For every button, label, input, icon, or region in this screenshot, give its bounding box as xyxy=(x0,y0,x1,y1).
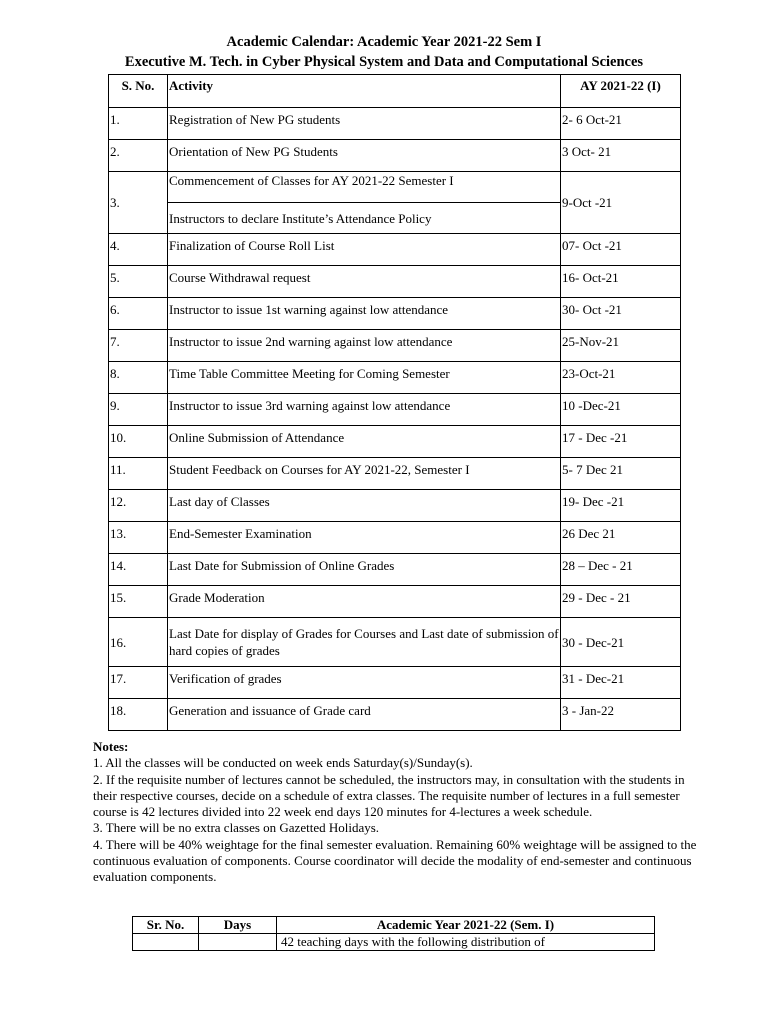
row-activity: Instructor to issue 2nd warning against low attendance xyxy=(169,334,453,349)
header-sr-no: Sr. No. xyxy=(133,917,199,934)
table-row xyxy=(109,490,681,522)
row-distribution-text: 42 teaching days with the following distribution of xyxy=(277,934,655,951)
table-row xyxy=(109,522,681,554)
table-header-row xyxy=(109,75,681,108)
row-activity: Time Table Committee Meeting for Coming Semester xyxy=(169,366,450,381)
program-title: Executive M. Tech. in Cyber Physical System and Data and Computational Sciences xyxy=(124,54,644,70)
table-row xyxy=(109,172,681,203)
row-date: 26 Dec 21 xyxy=(562,526,616,541)
row-activity: Last Date for Submission of Online Grades xyxy=(169,558,395,573)
table-header-row xyxy=(133,917,655,934)
row-date: 07- Oct -21 xyxy=(562,238,622,253)
row-sno: 6. xyxy=(110,302,120,317)
row-date: 19- Dec -21 xyxy=(562,494,625,509)
row-activity: Registration of New PG students xyxy=(169,112,341,127)
row-sno: 16. xyxy=(109,618,168,667)
table-row xyxy=(109,140,681,172)
note-item: 2. If the requisite number of lectures cannot be scheduled, the instructors may, in consultation with the students in their respective courses, decide on a schedule of extra classes. The requisite number of lectures in a full semester course is 42 lectures divided into 22 week end days 120 minutes for 4-lectures a week schedule. xyxy=(93,771,685,820)
row-activity: Finalization of Course Roll List xyxy=(169,238,335,253)
row-date: 16- Oct-21 xyxy=(562,270,619,285)
note-item: 1. All the classes will be conducted on week ends Saturday(s)/Sunday(s). xyxy=(93,755,473,771)
row-date: 3 Oct- 21 xyxy=(562,144,612,159)
row-activity: Instructors to declare Institute’s Attendance Policy xyxy=(168,203,561,234)
table-row xyxy=(109,298,681,330)
note-item: 3. There will be no extra classes on Gazetted Holidays. xyxy=(93,820,380,836)
table-row xyxy=(109,699,681,731)
row-activity: Last day of Classes xyxy=(169,494,270,509)
row-date: 3 - Jan-22 xyxy=(562,703,614,718)
row-sno: 5. xyxy=(110,270,120,285)
row-date: 28 – Dec - 21 xyxy=(562,558,633,573)
row-activity: Student Feedback on Courses for AY 2021-22, Semester I xyxy=(169,462,470,477)
row-date: 30 - Dec-21 xyxy=(561,618,681,667)
row-activity: Grade Moderation xyxy=(169,590,265,605)
row-sno: 7. xyxy=(110,334,120,349)
row-sno: 15. xyxy=(110,590,127,605)
row-date: 23-Oct-21 xyxy=(562,366,616,381)
row-activity: Online Submission of Attendance xyxy=(169,430,345,445)
row-date: 2- 6 Oct-21 xyxy=(562,112,622,127)
notes-heading: Notes: xyxy=(93,739,129,754)
row-activity: Last Date for display of Grades for Courses and Last date of submission of hard copies of grades xyxy=(168,618,561,667)
table-row xyxy=(109,458,681,490)
header-sno: S. No. xyxy=(109,75,168,108)
row-sno: 2. xyxy=(110,144,120,159)
row-activity: Course Withdrawal request xyxy=(169,270,311,285)
row-sno: 11. xyxy=(110,462,126,477)
academic-calendar-table xyxy=(108,74,681,731)
header-activity: Activity xyxy=(168,75,561,108)
row-date: 29 - Dec - 21 xyxy=(562,590,631,605)
table-row xyxy=(109,266,681,298)
table-row xyxy=(109,586,681,618)
row-date: 31 - Dec-21 xyxy=(562,671,625,686)
row-activity: Orientation of New PG Students xyxy=(169,144,338,159)
header-academic-year: Academic Year 2021-22 (Sem. I) xyxy=(277,917,655,934)
table-row xyxy=(109,362,681,394)
table-row xyxy=(109,667,681,699)
header-days: Days xyxy=(199,917,277,934)
row-activity: End-Semester Examination xyxy=(169,526,312,541)
row-activity: Instructor to issue 1st warning against low attendance xyxy=(169,302,449,317)
row-date: 10 -Dec-21 xyxy=(562,398,621,413)
row-activity: Verification of grades xyxy=(169,671,282,686)
row-sno: 8. xyxy=(110,366,120,381)
row-sno: 18. xyxy=(110,703,127,718)
row-sno: 14. xyxy=(110,558,127,573)
row-activity: Instructor to issue 3rd warning against low attendance xyxy=(169,398,451,413)
table-row xyxy=(133,934,655,951)
row-sno: 1. xyxy=(110,112,120,127)
table-row xyxy=(109,394,681,426)
cell-empty xyxy=(133,934,199,951)
row-sno: 3. xyxy=(109,172,168,234)
row-sno: 9. xyxy=(110,398,120,413)
row-activity: Commencement of Classes for AY 2021-22 Semester I xyxy=(168,172,561,203)
row-date: 30- Oct -21 xyxy=(562,302,622,317)
row-sno: 13. xyxy=(110,526,127,541)
row-sno: 4. xyxy=(110,238,120,253)
table-row xyxy=(109,618,681,667)
row-sno: 10. xyxy=(110,430,127,445)
header-date: AY 2021-22 (I) xyxy=(561,75,681,108)
row-activity: Generation and issuance of Grade card xyxy=(169,703,371,718)
table-row xyxy=(109,234,681,266)
note-item: 4. There will be 40% weightage for the final semester evaluation. Remaining 60% weightage will be assigned to the continuous evaluation of components. Course coordinator will decide the modality of end-semester and continuous evaluation components. xyxy=(93,836,697,885)
row-date: 25-Nov-21 xyxy=(562,334,620,349)
row-date: 5- 7 Dec 21 xyxy=(562,462,624,477)
row-sno: 12. xyxy=(110,494,127,509)
table-row xyxy=(109,426,681,458)
cell-empty xyxy=(199,934,277,951)
row-sno: 17. xyxy=(110,671,127,686)
table-row xyxy=(109,554,681,586)
row-date: 17 - Dec -21 xyxy=(562,430,628,445)
table-row xyxy=(109,330,681,362)
table-row xyxy=(109,108,681,140)
teaching-days-table xyxy=(132,916,655,951)
document-title: Academic Calendar: Academic Year 2021-22 Sem I xyxy=(226,34,542,50)
row-date: 9-Oct -21 xyxy=(561,172,681,234)
notes-section xyxy=(93,739,703,886)
